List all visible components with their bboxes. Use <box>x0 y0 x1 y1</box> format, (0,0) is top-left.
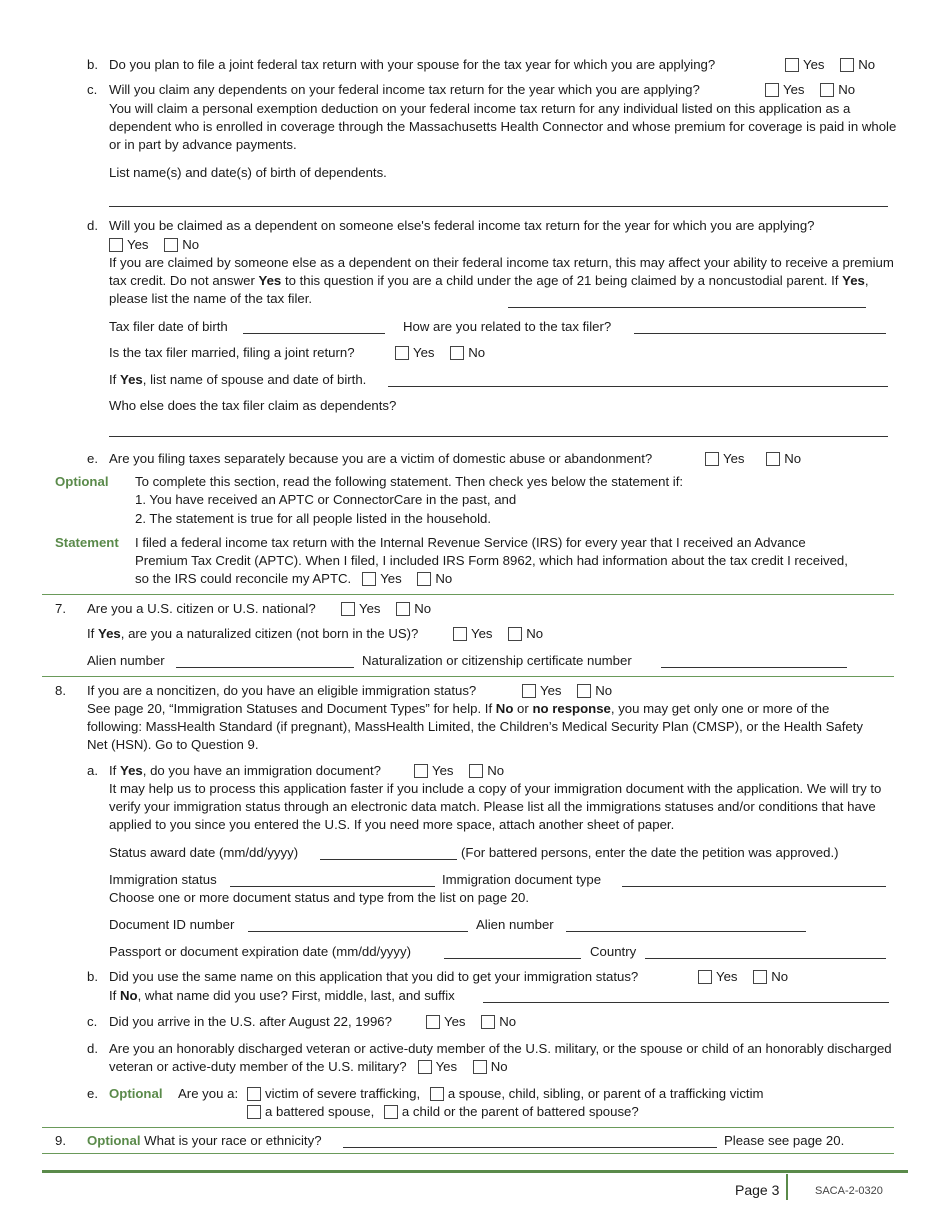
q6c-description: You will claim a personal exemption deduction on your federal income tax return for any individual listed on this application as a dependent who is enrolled in coverage through the Massachusetts Health Connector and whose premium for coverage is paid in whole or in part by advance payments. <box>109 101 897 152</box>
q8a-answers <box>414 762 504 780</box>
q6d-letter: d. <box>87 218 98 233</box>
q9-question: Optional What is your race or ethnicity? <box>87 1133 322 1148</box>
q8e-optional-label: Optional <box>109 1086 163 1101</box>
yes-label: Yes <box>803 57 825 72</box>
q7-alien-label: Alien number <box>87 653 165 668</box>
no-label: No <box>468 345 486 360</box>
q8a-passport-field[interactable] <box>444 958 581 959</box>
q8d-letter: d. <box>87 1041 98 1056</box>
no-label: No <box>182 237 200 252</box>
q8e-options-row-1 <box>247 1085 764 1103</box>
yes-label: Yes <box>716 969 738 984</box>
q6c-list-label: List name(s) and date(s) of birth of dependents. <box>109 165 387 180</box>
q6c-no-checkbox[interactable] <box>820 83 834 97</box>
optional-line-1: To complete this section, read the following statement. Then check yes below the statement if: <box>135 474 684 489</box>
q6d-spouse-field[interactable] <box>388 386 888 387</box>
q8d-yes-checkbox[interactable] <box>418 1060 432 1074</box>
q6e-no-checkbox[interactable] <box>766 452 780 466</box>
q8a-alien-label: Alien number <box>476 917 554 932</box>
footer-rule <box>42 1170 908 1173</box>
q8-no-checkbox[interactable] <box>577 684 591 698</box>
q6c-letter: c. <box>87 82 98 97</box>
q8c-no-checkbox[interactable] <box>481 1015 495 1029</box>
q8a-doc-id-label: Document ID number <box>109 917 235 932</box>
q8b-no-checkbox[interactable] <box>753 970 767 984</box>
no-label: No <box>595 683 613 698</box>
q9-see-page: Please see page 20. <box>724 1133 845 1148</box>
q8c-answers <box>426 1013 516 1031</box>
q6d-no-checkbox[interactable] <box>164 238 178 252</box>
q6c-question: Will you claim any dependents on your federal income tax return for the year which you are applying? <box>109 82 700 97</box>
q6d-filer-dob-label: Tax filer date of birth <box>109 319 228 334</box>
yes-label: Yes <box>432 763 454 778</box>
q8a-alien-field[interactable] <box>566 931 806 932</box>
q8a-passport-label: Passport or document expiration date (mm/dd/yyyy) <box>109 944 411 959</box>
no-label: No <box>435 571 453 586</box>
q9-optional-label: Optional <box>87 1133 141 1148</box>
q8-question: If you are a noncitizen, do you have an eligible immigration status? <box>87 683 477 698</box>
q6b-answers <box>785 56 875 74</box>
q8a-yes-checkbox[interactable] <box>414 764 428 778</box>
q8a-imm-status-field[interactable] <box>230 886 435 887</box>
q6e-answers <box>705 450 801 468</box>
q7-number: 7. <box>55 601 66 616</box>
q8-number: 8. <box>55 683 66 698</box>
yes-label: Yes <box>380 571 402 586</box>
q8a-status-date-label: Status award date (mm/dd/yyyy) <box>109 845 299 860</box>
q8a-battered-note: (For battered persons, enter the date the petition was approved.) <box>461 845 839 860</box>
optional-line-2: 1. You have received an APTC or ConnectorCare in the past, and <box>135 492 517 507</box>
divider <box>42 1127 894 1128</box>
q8e-trafficking-relative-checkbox[interactable] <box>430 1087 444 1101</box>
no-label: No <box>490 1059 508 1074</box>
q6e-yes-checkbox[interactable] <box>705 452 719 466</box>
q8-yes-checkbox[interactable] <box>522 684 536 698</box>
q6d-question: Will you be claimed as a dependent on someone else's federal income tax return for the year for which you are applying? <box>109 218 815 233</box>
q7-cert-field[interactable] <box>661 667 847 668</box>
q8a-doc-id-field[interactable] <box>248 931 468 932</box>
q8a-country-label: Country <box>590 944 637 959</box>
q6b-no-checkbox[interactable] <box>840 58 854 72</box>
q6d-description: If you are claimed by someone else as a dependent on their federal income tax return, this may affect your ability to receive a premium tax credit. Do not answer Yes to this question if you are a child under the age of 21 being claimed by a noncustodial parent. If Yes, please list the name of the tax filer. <box>109 255 894 306</box>
q7-naturalized-answers <box>453 625 543 643</box>
q9-race-field[interactable] <box>343 1147 717 1148</box>
yes-label: Yes <box>127 237 149 252</box>
page-number: Page 3 <box>735 1182 780 1198</box>
optional-label: Optional <box>55 474 109 489</box>
q8b-what-name-label: If No, what name did you use? First, middle, last, and suffix <box>109 988 455 1003</box>
statement-text: I filed a federal income tax return with the Internal Revenue Service (IRS) for every year that I received an Advance Premium Tax Credit (APTC). When I filed, I included IRS Form 8962, which had information about the tax credit I received, so the IRS could reconcile my APTC. Yes No <box>135 535 848 586</box>
q8a-status-date-field[interactable] <box>320 859 457 860</box>
q8e-opt3-label: a battered spouse, <box>265 1104 375 1119</box>
q6b-yes-checkbox[interactable] <box>785 58 799 72</box>
divider <box>42 594 894 595</box>
q6d-answers <box>109 236 199 254</box>
yes-label: Yes <box>444 1014 466 1029</box>
yes-label: Yes <box>435 1059 458 1074</box>
no-label: No <box>838 82 856 97</box>
divider <box>42 676 894 677</box>
q6d-who-else-label: Who else does the tax filer claim as dependents? <box>109 398 397 413</box>
q6b-question: Do you plan to file a joint federal tax return with your spouse for the tax year for which you are applying? <box>109 57 716 72</box>
q9-number: 9. <box>55 1133 66 1148</box>
yes-label: Yes <box>783 82 805 97</box>
q8a-country-field[interactable] <box>645 958 886 959</box>
q6d-tax-filer-name-field[interactable] <box>508 307 866 308</box>
no-label: No <box>526 626 544 641</box>
q6c-yes-checkbox[interactable] <box>765 83 779 97</box>
statement-yes-checkbox[interactable] <box>362 572 376 586</box>
divider <box>42 1153 894 1154</box>
footer-separator <box>786 1174 788 1200</box>
q8e-trafficking-victim-checkbox[interactable] <box>247 1087 261 1101</box>
q8c-letter: c. <box>87 1014 98 1029</box>
q8b-yes-checkbox[interactable] <box>698 970 712 984</box>
q8d-question: Are you an honorably discharged veteran or active-duty member of the U.S. military, or the spouse or child of an honorably discharged veteran or active-duty member of the U.S. military? Yes No <box>109 1041 892 1074</box>
q6d-yes-checkbox[interactable] <box>109 238 123 252</box>
q8e-opt1-label: victim of severe trafficking, <box>265 1086 421 1101</box>
q7-naturalized-no-checkbox[interactable] <box>508 627 522 641</box>
q8a-question: If Yes, do you have an immigration document? <box>109 763 381 778</box>
q8a-description: It may help us to process this application faster if you include a copy of your immigration document with the application. We will try to verify your immigration status through an electronic data match. Please list all the immigrations statuses and/or conditions that have applied to you since you entered the U.S. If you need more space, attach another sheet of paper. <box>109 781 882 832</box>
yes-label: Yes <box>471 626 493 641</box>
q8e-battered-child-checkbox[interactable] <box>384 1105 398 1119</box>
q8a-no-checkbox[interactable] <box>469 764 483 778</box>
yes-label: Yes <box>413 345 435 360</box>
q8e-letter: e. <box>87 1086 98 1101</box>
no-label: No <box>784 451 802 466</box>
q8b-name-field[interactable] <box>483 1002 889 1003</box>
q6d-filer-dob-field[interactable] <box>243 333 385 334</box>
q7-naturalized-question: If Yes, are you a naturalized citizen (not born in the US)? <box>87 626 419 641</box>
q6d-married-label: Is the tax filer married, filing a joint return? <box>109 345 355 360</box>
q6d-who-else-field[interactable] <box>109 436 888 437</box>
q7-alien-field[interactable] <box>176 667 354 668</box>
no-label: No <box>487 763 505 778</box>
q7-no-checkbox[interactable] <box>396 602 410 616</box>
q6e-letter: e. <box>87 451 98 466</box>
q7-naturalized-yes-checkbox[interactable] <box>453 627 467 641</box>
q8e-battered-spouse-checkbox[interactable] <box>247 1105 261 1119</box>
q6d-related-label: How are you related to the tax filer? <box>403 319 612 334</box>
q8a-choose-note: Choose one or more document status and type from the list on page 20. <box>109 890 530 905</box>
no-label: No <box>858 57 876 72</box>
q8b-question: Did you use the same name on this application that you did to get your immigration status? <box>109 969 639 984</box>
q8-answers <box>522 682 612 700</box>
no-label: No <box>771 969 789 984</box>
yes-label: Yes <box>359 601 381 616</box>
q8a-imm-doc-field[interactable] <box>622 886 886 887</box>
q8c-yes-checkbox[interactable] <box>426 1015 440 1029</box>
q8e-opt4-label: a child or the parent of battered spouse? <box>401 1104 639 1119</box>
q6d-married-answers <box>395 344 485 362</box>
q8-see-page: See page 20, “Immigration Statuses and Document Types” for help. If No or no response, you may get only one or more of the following: MassHealth Standard (if pregnant), MassHealth Limited, the Children’s Medical Security Plan (CMSP), or the Health Safety Net (HSN). Go to Question 9. <box>87 701 863 752</box>
yes-label: Yes <box>723 451 745 466</box>
statement-label: Statement <box>55 535 119 550</box>
q6d-related-field[interactable] <box>634 333 886 334</box>
no-label: No <box>499 1014 517 1029</box>
q8a-imm-status-label: Immigration status <box>109 872 217 887</box>
q8e-opt2-label: a spouse, child, sibling, or parent of a trafficking victim <box>447 1086 764 1101</box>
no-label: No <box>414 601 432 616</box>
q8b-answers <box>698 968 788 986</box>
form-code: SACA-2-0320 <box>815 1185 883 1197</box>
q8e-options-row-2 <box>247 1103 639 1121</box>
q6e-question: Are you filing taxes separately because you are a victim of domestic abuse or abandonment? <box>109 451 653 466</box>
q6d-married-no-checkbox[interactable] <box>450 346 464 360</box>
q7-cert-label: Naturalization or citizenship certificate number <box>362 653 632 668</box>
q8a-imm-doc-label: Immigration document type <box>442 872 602 887</box>
statement-no-checkbox[interactable] <box>417 572 431 586</box>
q6d-spouse-label: If Yes, list name of spouse and date of birth. <box>109 372 367 387</box>
q8c-question: Did you arrive in the U.S. after August 22, 1996? <box>109 1014 392 1029</box>
q7-answers <box>341 600 431 618</box>
q6d-married-yes-checkbox[interactable] <box>395 346 409 360</box>
q8b-letter: b. <box>87 969 98 984</box>
q6c-answers <box>765 81 855 99</box>
q6b-letter: b. <box>87 57 98 72</box>
q8a-letter: a. <box>87 763 98 778</box>
q8d-no-checkbox[interactable] <box>473 1060 487 1074</box>
optional-line-3: 2. The statement is true for all people listed in the household. <box>135 511 492 526</box>
q6c-dependents-field[interactable] <box>109 206 888 207</box>
yes-label: Yes <box>540 683 562 698</box>
q7-yes-checkbox[interactable] <box>341 602 355 616</box>
q8e-are-you-label: Are you a: <box>178 1086 239 1101</box>
q7-question: Are you a U.S. citizen or U.S. national? <box>87 601 316 616</box>
